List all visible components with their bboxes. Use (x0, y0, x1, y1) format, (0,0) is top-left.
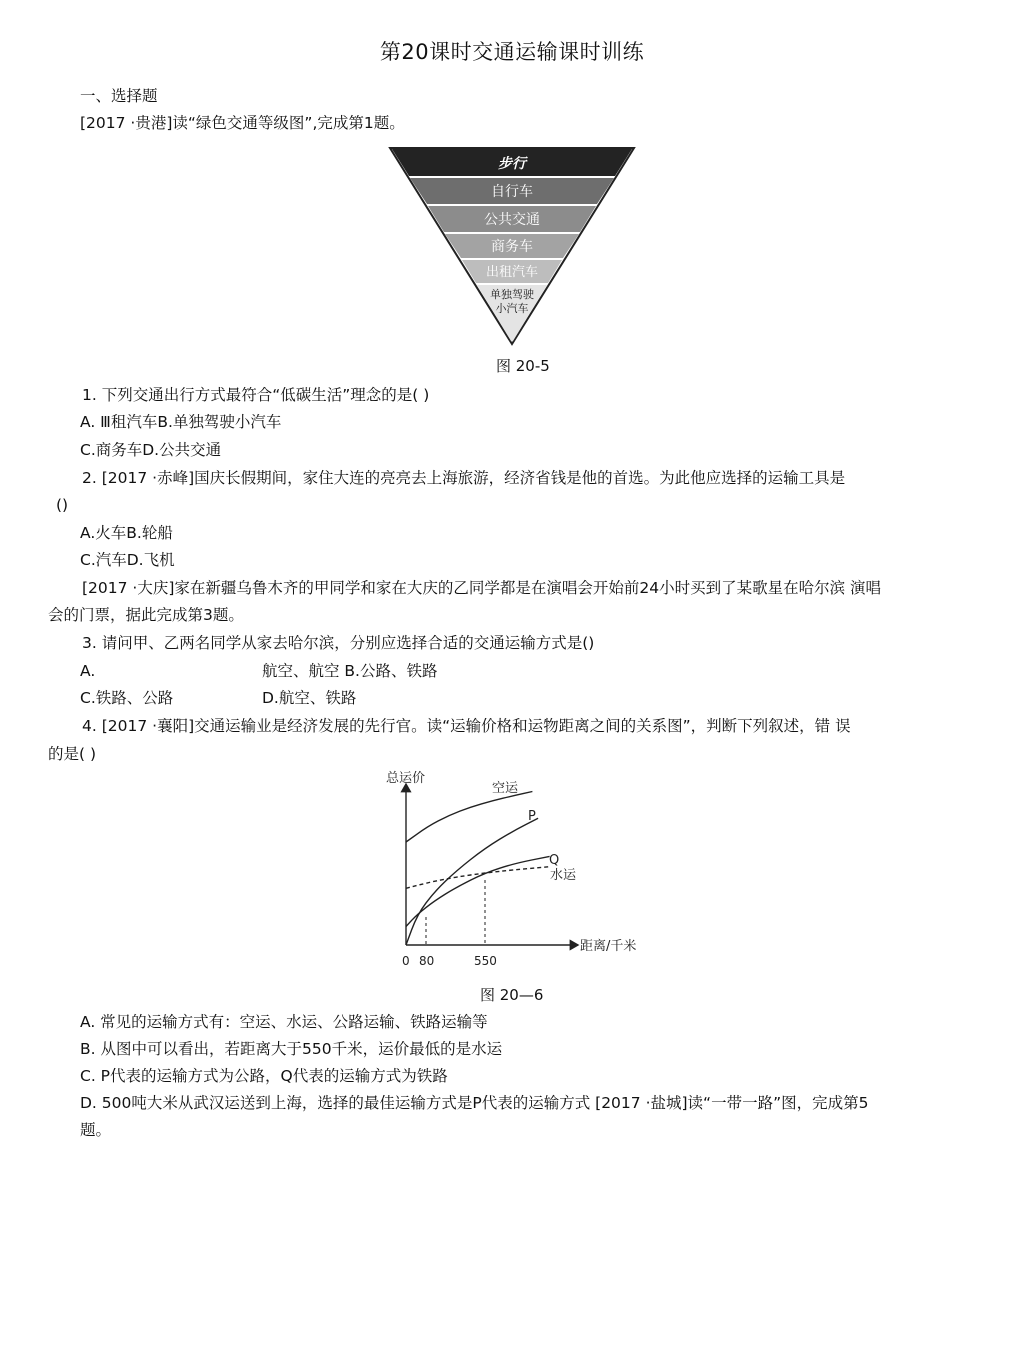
question-2-options-ab: A.火车B.轮船 (80, 524, 173, 542)
question-3-option-c: C.铁路、公路 (80, 689, 174, 707)
question-4-option-c: C. P代表的运输方式为公路，Q代表的运输方式为铁路 (80, 1067, 448, 1085)
series-line-air (406, 792, 532, 843)
series-line-water (406, 867, 550, 889)
pyramid-label-business-car: 商务车 (491, 239, 533, 255)
question-4-option-d: D. 500吨大米从武汉运送到上海，选择的最佳运输方式是P代表的运输方式 [2017 ·盐城]读“一带一路”图，完成第5 (80, 1094, 869, 1112)
question-3-context-line1: [2017 ·大庆]家在新疆乌鲁木齐的甲同学和家在大庆的乙同学都是在演唱会开始前24小时买到了某歌星在哈尔滨 演唱 (82, 579, 882, 597)
pyramid-label-solo-drive: 单独驾驶 (490, 288, 534, 301)
question-4-option-a: A. 常见的运输方式有：空运、水运、公路运输、铁路运输等 (80, 1013, 488, 1031)
question-3-option-a-label: A. (80, 662, 96, 680)
price-distance-chart (368, 770, 648, 975)
intro-q1: [2017 ·贵港]读“绿色交通等级图”,完成第1题。 (80, 114, 405, 132)
question-4-stem: 4. [2017 ·襄阳]交通运输业是经济发展的先行官。读“运输价格和运物距离之间的关系图”，判断下列叙述，错 误 (82, 717, 851, 735)
question-1-options-cd: C.商务车D.公共交通 (80, 441, 222, 459)
series-label-q: Q (549, 853, 560, 868)
x-axis-label: 距离/千米 (580, 939, 637, 954)
question-4-stem-cont: 的是( ) (48, 745, 97, 763)
question-3-context-line2: 会的门票，据此完成第3题。 (48, 606, 244, 624)
pyramid-label-small-car: 小汽车 (495, 302, 529, 315)
pyramid-label-public-transport: 公共交通 (484, 212, 540, 228)
pyramid-label-taxi: 出租汽车 (485, 265, 539, 280)
page-title: 第20课时交通运输课时训练 (379, 40, 645, 64)
question-2-options-cd: C.汽车D.飞机 (80, 551, 175, 569)
question-2-paren: () (56, 496, 69, 514)
question-4-option-b: B. 从图中可以看出，若距离大于550千米，运价最低的是水运 (80, 1040, 503, 1058)
figure-caption-20-6: 图 20—6 (480, 986, 544, 1004)
y-axis-label: 总运价 (386, 771, 426, 786)
x-tick-80: 80 (419, 954, 435, 968)
question-1-options-ab: A. Ⅲ租汽车B.单独驾驶小汽车 (80, 413, 282, 431)
series-label-p: P (528, 809, 536, 824)
question-3-stem: 3. 请问甲、乙两名同学从家去哈尔滨，分别应选择合适的交通运输方式是() (82, 634, 595, 652)
question-3-option-a-text: 航空、航空 B.公路、铁路 (262, 662, 438, 680)
green-transport-pyramid (388, 146, 636, 346)
series-line-q (406, 856, 550, 926)
question-3-option-d: D.航空、铁路 (262, 689, 357, 707)
question-1-stem: 1. 下列交通出行方式最符合“低碳生活”理念的是( ) (82, 386, 430, 404)
figure-caption-20-5: 图 20-5 (496, 357, 550, 375)
chart-series-labels (492, 780, 577, 883)
x-tick-0: 0 (402, 954, 410, 968)
question-4-option-d-cont: 题。 (80, 1121, 112, 1139)
x-tick-550: 550 (474, 954, 497, 968)
question-2-stem: 2. [2017 ·赤峰]国庆长假期间，家住大连的亮亮去上海旅游，经济省钱是他的首选。为此他应选择的运输工具是 (82, 469, 846, 487)
series-label-water: 水运 (550, 868, 577, 883)
series-label-air: 空运 (492, 781, 519, 796)
pyramid-label-walk: 步行 (498, 156, 526, 172)
pyramid-label-bicycle: 自行车 (491, 184, 533, 200)
section-heading: 一、选择题 (80, 87, 158, 105)
